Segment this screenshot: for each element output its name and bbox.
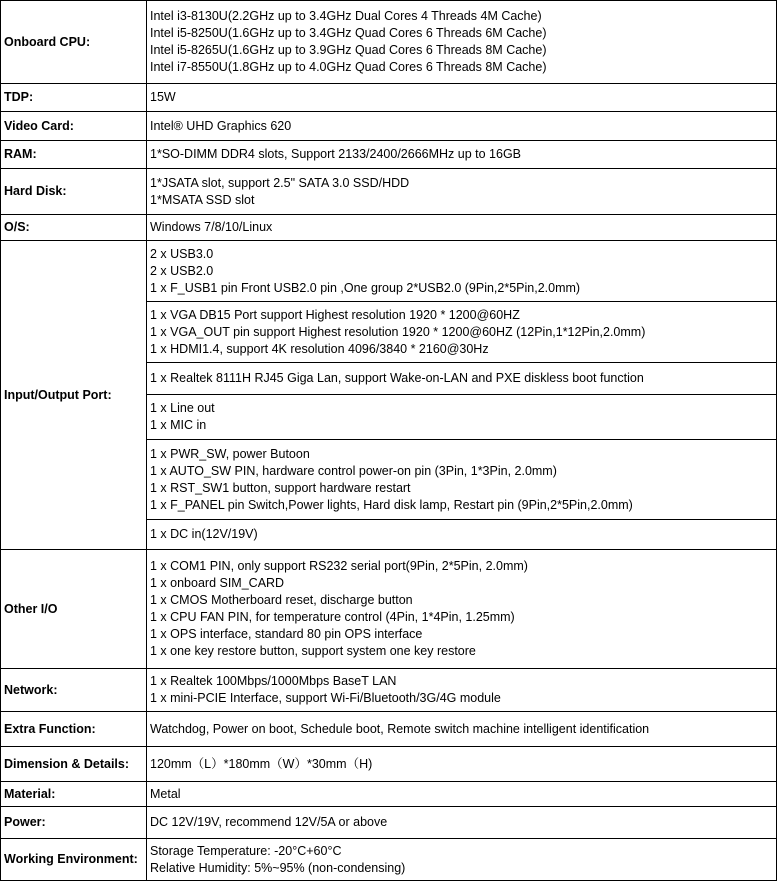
value-line: Watchdog, Power on boot, Schedule boot, Remote switch machine intelligent identification (150, 721, 650, 736)
table-row (1, 215, 777, 241)
row-value (147, 363, 777, 395)
value-line: Relative Humidity: 5%~95% (non-condensing) (150, 860, 406, 875)
value-line: 15W (150, 90, 176, 104)
row-label: Video Card: (1, 112, 147, 141)
value-line: 1 x onboard SIM_CARD (150, 576, 285, 590)
row-value (147, 807, 777, 839)
value-line: Intel i5-8250U(1.6GHz up to 3.4GHz Quad Cores 6 Threads 6M Cache) (150, 26, 547, 40)
row-value (147, 440, 777, 520)
value-line: 1 x AUTO_SW PIN, hardware control power-on pin (3Pin, 1*3Pin, 2.0mm) (150, 463, 557, 478)
table-row (1, 839, 777, 881)
value-line: 1 x PWR_SW, power Butoon (150, 446, 310, 461)
row-value (147, 302, 777, 363)
value-line: 1 x HDMI1.4, support 4K resolution 4096/3840 * 2160@30Hz (150, 341, 489, 356)
value-line: 1 x MIC in (150, 418, 207, 432)
row-value (147, 112, 777, 141)
value-line: 1 x COM1 PIN, only support RS232 serial port(9Pin, 2*5Pin, 2.0mm) (150, 559, 528, 573)
row-value (147, 169, 777, 215)
row-value (147, 550, 777, 669)
row-label: RAM: (1, 141, 147, 169)
row-label: Hard Disk: (1, 169, 147, 215)
row-label: Extra Function: (1, 712, 147, 747)
value-line: 1 x one key restore button, support system one key restore (150, 644, 476, 658)
row-label: Material: (1, 782, 147, 807)
table-row (1, 141, 777, 169)
value-line: 1 x VGA_OUT pin support Highest resolution 1920 * 1200@60HZ (12Pin,1*12Pin,2.0mm) (150, 324, 646, 339)
table-row (1, 807, 777, 839)
table-row (1, 747, 777, 782)
value-line: 2 x USB3.0 (150, 246, 214, 261)
row-value (147, 747, 777, 782)
value-line: Intel i3-8130U(2.2GHz up to 3.4GHz Dual Cores 4 Threads 4M Cache) (150, 9, 542, 23)
row-value (147, 712, 777, 747)
table-row (1, 782, 777, 807)
row-value (147, 141, 777, 169)
table-row (1, 112, 777, 141)
value-line: 1 x CPU FAN PIN, for temperature control (4Pin, 1*4Pin, 1.25mm) (150, 610, 515, 624)
row-value (147, 1, 777, 84)
row-label: O/S: (1, 215, 147, 241)
row-value (147, 782, 777, 807)
value-line: 1 x F_USB1 pin Front USB2.0 pin ,One group 2*USB2.0 (9Pin,2*5Pin,2.0mm) (150, 280, 581, 295)
value-line: 2 x USB2.0 (150, 263, 214, 278)
table-row (1, 169, 777, 215)
value-line: 1 x CMOS Motherboard reset, discharge button (150, 593, 413, 607)
table-row (1, 241, 777, 302)
value-line: Metal (150, 786, 181, 801)
row-label: Other I/O (1, 550, 147, 669)
row-label: Network: (1, 669, 147, 712)
row-label: TDP: (1, 84, 147, 112)
value-line: Storage Temperature: -20°C+60°C (150, 843, 342, 858)
row-value (147, 241, 777, 302)
value-line: 120mm（L）*180mm（W）*30mm（H) (150, 756, 373, 771)
row-value (147, 215, 777, 241)
value-line: 1*SO-DIMM DDR4 slots, Support 2133/2400/2666MHz up to 16GB (150, 147, 522, 161)
value-line: 1 x RST_SW1 button, support hardware restart (150, 480, 411, 495)
value-line: 1*JSATA slot, support 2.5" SATA 3.0 SSD/HDD (150, 175, 410, 190)
row-label: Input/Output Port: (1, 241, 147, 550)
value-line: DC 12V/19V, recommend 12V/5A or above (150, 815, 388, 829)
value-line: 1*MSATA SSD slot (150, 192, 255, 207)
row-value (147, 395, 777, 440)
row-label: Working Environment: (1, 839, 147, 881)
table-row (1, 712, 777, 747)
row-label: Onboard CPU: (1, 1, 147, 84)
value-line: 1 x VGA DB15 Port support Highest resolution 1920 * 1200@60HZ (150, 307, 520, 322)
value-line: 1 x F_PANEL pin Switch,Power lights, Hard disk lamp, Restart pin (9Pin,2*5Pin,2.0mm) (150, 497, 633, 512)
value-line: Intel® UHD Graphics 620 (150, 118, 292, 133)
value-line: 1 x Line out (150, 401, 215, 415)
row-label: Power: (1, 807, 147, 839)
table-row (1, 1, 777, 84)
table-row (1, 550, 777, 669)
row-value (147, 84, 777, 112)
value-line: 1 x OPS interface, standard 80 pin OPS interface (150, 627, 423, 641)
value-line: 1 x mini-PCIE Interface, support Wi-Fi/Bluetooth/3G/4G module (150, 691, 501, 705)
value-line: Intel i7-8550U(1.8GHz up to 4.0GHz Quad Cores 6 Threads 8M Cache) (150, 60, 547, 74)
row-value (147, 669, 777, 712)
row-value (147, 520, 777, 550)
value-line: 1 x Realtek 8111H RJ45 Giga Lan, support Wake-on-LAN and PXE diskless boot function (150, 371, 644, 385)
value-line: Windows 7/8/10/Linux (150, 220, 273, 234)
row-value (147, 839, 777, 881)
row-label: Dimension & Details: (1, 747, 147, 782)
value-line: 1 x Realtek 100Mbps/1000Mbps BaseT LAN (150, 674, 397, 688)
value-line: Intel i5-8265U(1.6GHz up to 3.9GHz Quad Cores 6 Threads 8M Cache) (150, 43, 547, 57)
table-row (1, 669, 777, 712)
value-line: 1 x DC in(12V/19V) (150, 527, 258, 541)
table-row (1, 84, 777, 112)
